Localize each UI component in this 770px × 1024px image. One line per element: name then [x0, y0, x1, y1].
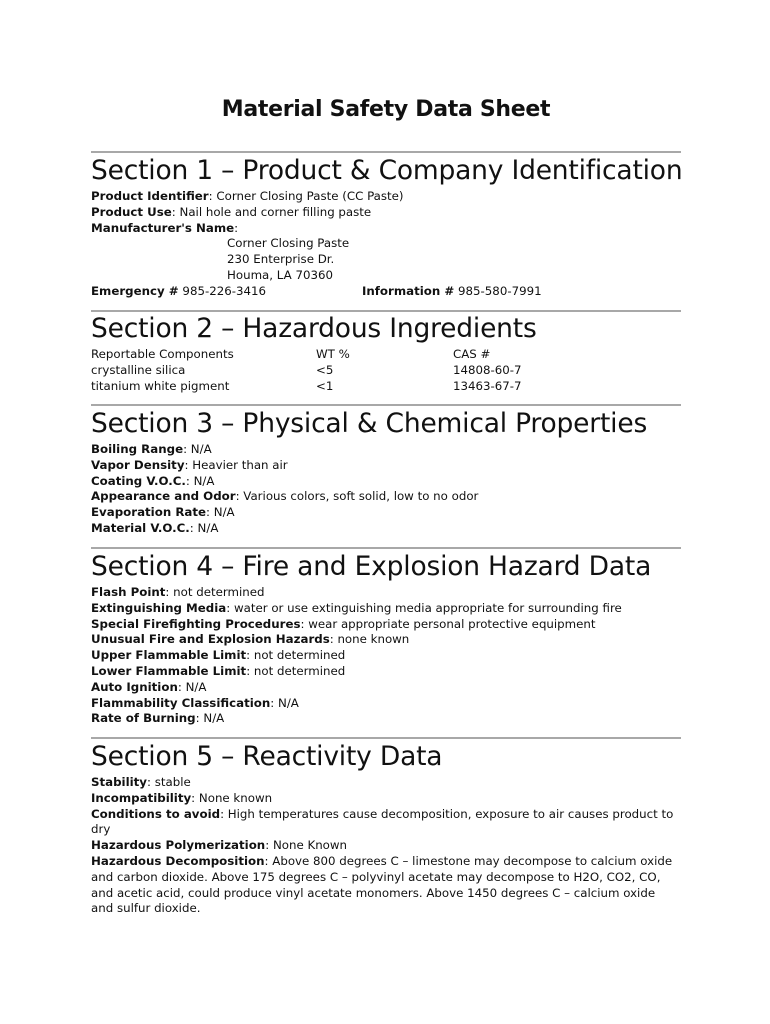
section-3-title: Section 3 – Physical & Chemical Properties [91, 408, 648, 439]
field-label: Manufacturer's Name [91, 220, 235, 235]
field-value: : N/A [189, 520, 219, 535]
field-value: : Heavier than air [184, 457, 288, 472]
field-label: Product Identifier [91, 189, 209, 203]
property-line [91, 458, 681, 474]
field-label: Extinguishing Media [91, 600, 227, 615]
field-value: : None Known [265, 838, 348, 853]
address-line: 230 Enterprise Dr. [227, 252, 335, 267]
field-label: Flash Point [91, 585, 166, 599]
product-use-line [91, 205, 681, 221]
field-label: Unusual Fire and Explosion Hazards [91, 632, 330, 647]
table-header [91, 347, 681, 363]
contact-line [91, 284, 681, 300]
field-label: Coating V.O.C. [91, 473, 186, 488]
section-divider [91, 404, 681, 406]
hazard-line [91, 664, 681, 680]
field-value: : Above 800 degrees C – limestone may decompose to calcium oxide and carbon dioxide. Above 175 degrees C – polyvinyl acetate may decompose to H2O, CO2, CO, and acetic acid, could produce vinyl acetate monomers. Above 1450 degrees C – calcium oxide and sulfur dioxide. [91, 853, 673, 916]
hazard-line [91, 696, 681, 712]
field-label: Appearance and Odor [91, 489, 236, 504]
table-row [91, 379, 681, 395]
field-label: Stability [91, 775, 148, 789]
section-2-title: Section 2 – Hazardous Ingredients [91, 313, 537, 344]
information-number: 985-580-7991 [454, 283, 542, 298]
section-5-title: Section 5 – Reactivity Data [91, 741, 443, 772]
section-4-body [91, 585, 681, 727]
product-identifier-line [91, 189, 681, 205]
property-line [91, 521, 681, 537]
field-value: : stable [147, 775, 191, 789]
field-value: : N/A [177, 679, 207, 694]
field-label: Product Use [91, 204, 172, 219]
emergency-number: 985-226-3416 [178, 283, 267, 298]
field-value: : Corner Closing Paste (CC Paste) [208, 189, 404, 203]
section-divider [91, 151, 681, 153]
section-5-body [91, 775, 681, 917]
field-label: Upper Flammable Limit [91, 648, 247, 663]
field-label: Special Firefighting Procedures [91, 616, 301, 631]
field-label: Conditions to avoid [91, 806, 221, 821]
field-label: Hazardous Polymerization [91, 838, 266, 853]
property-line [91, 489, 681, 505]
section-divider [91, 547, 681, 549]
field-value: : Various colors, soft solid, low to no odor [235, 489, 479, 504]
section-divider [91, 737, 681, 739]
hazard-line [91, 711, 681, 727]
section-1-body [91, 189, 681, 300]
table-cell: titanium white pigment [91, 378, 230, 393]
section-4-title: Section 4 – Fire and Explosion Hazard Data [91, 551, 652, 582]
table-cell: <1 [316, 378, 334, 393]
field-value: : N/A [270, 695, 299, 710]
reactivity-line [91, 791, 681, 807]
section-1-title: Section 1 – Product & Company Identification [91, 155, 683, 186]
field-label: Hazardous Decomposition [91, 853, 265, 868]
field-label: Flammability Classification [91, 695, 271, 710]
reactivity-line [91, 854, 681, 917]
field-value: : None known [191, 790, 273, 805]
table-row [91, 363, 681, 379]
reactivity-line [91, 838, 681, 854]
table-cell: 13463-67-7 [453, 378, 522, 393]
field-value: : none known [329, 632, 410, 647]
property-line [91, 505, 681, 521]
field-label: Incompatibility [91, 790, 192, 805]
field-value: : not determined [246, 663, 346, 678]
field-label: Rate of Burning [91, 711, 196, 726]
section-3-body [91, 442, 681, 537]
document-title: Material Safety Data Sheet [221, 97, 551, 122]
field-value: : Nail hole and corner filling paste [171, 204, 372, 219]
property-line [91, 474, 681, 490]
hazard-line [91, 601, 681, 617]
hazard-line [91, 648, 681, 664]
field-label: Boiling Range [91, 442, 184, 456]
table-cell: <5 [316, 362, 334, 377]
column-header: Reportable Components [91, 347, 234, 361]
table-cell: crystalline silica [91, 362, 186, 377]
field-value: : N/A [183, 442, 212, 456]
property-line [91, 442, 681, 458]
table-cell: 14808-60-7 [453, 362, 522, 377]
hazard-line [91, 617, 681, 633]
field-label: Auto Ignition [91, 679, 178, 694]
hazard-line [91, 585, 681, 601]
reactivity-line [91, 775, 681, 791]
column-header: WT % [316, 347, 350, 361]
column-header: CAS # [453, 347, 491, 361]
address-line: Houma, LA 70360 [227, 267, 333, 282]
field-label: Evaporation Rate [91, 505, 207, 520]
field-value: : N/A [185, 473, 215, 488]
address-line: Corner Closing Paste [227, 236, 350, 251]
field-label: Material V.O.C. [91, 520, 190, 535]
field-value: : N/A [195, 711, 225, 726]
field-value: : not determined [165, 585, 265, 599]
ingredients-table [91, 347, 681, 394]
information-label: Information # [362, 283, 455, 298]
emergency-label: Emergency # [91, 283, 179, 298]
field-value: : [234, 220, 239, 235]
field-value: : High temperatures cause decomposition, exposure to air causes product to dry [91, 806, 674, 837]
field-value: : water or use extinguishing media appropriate for surrounding fire [226, 600, 622, 615]
field-label: Lower Flammable Limit [91, 663, 247, 678]
hazard-line [91, 680, 681, 696]
field-value: : N/A [206, 505, 235, 520]
section-divider [91, 310, 681, 312]
hazard-line [91, 632, 681, 648]
field-label: Vapor Density [91, 457, 185, 472]
field-value: : not determined [246, 648, 346, 663]
field-value: : wear appropriate personal protective equipment [300, 616, 596, 631]
manufacturer-line [91, 221, 681, 237]
information-group [362, 284, 542, 300]
reactivity-line [91, 807, 681, 839]
